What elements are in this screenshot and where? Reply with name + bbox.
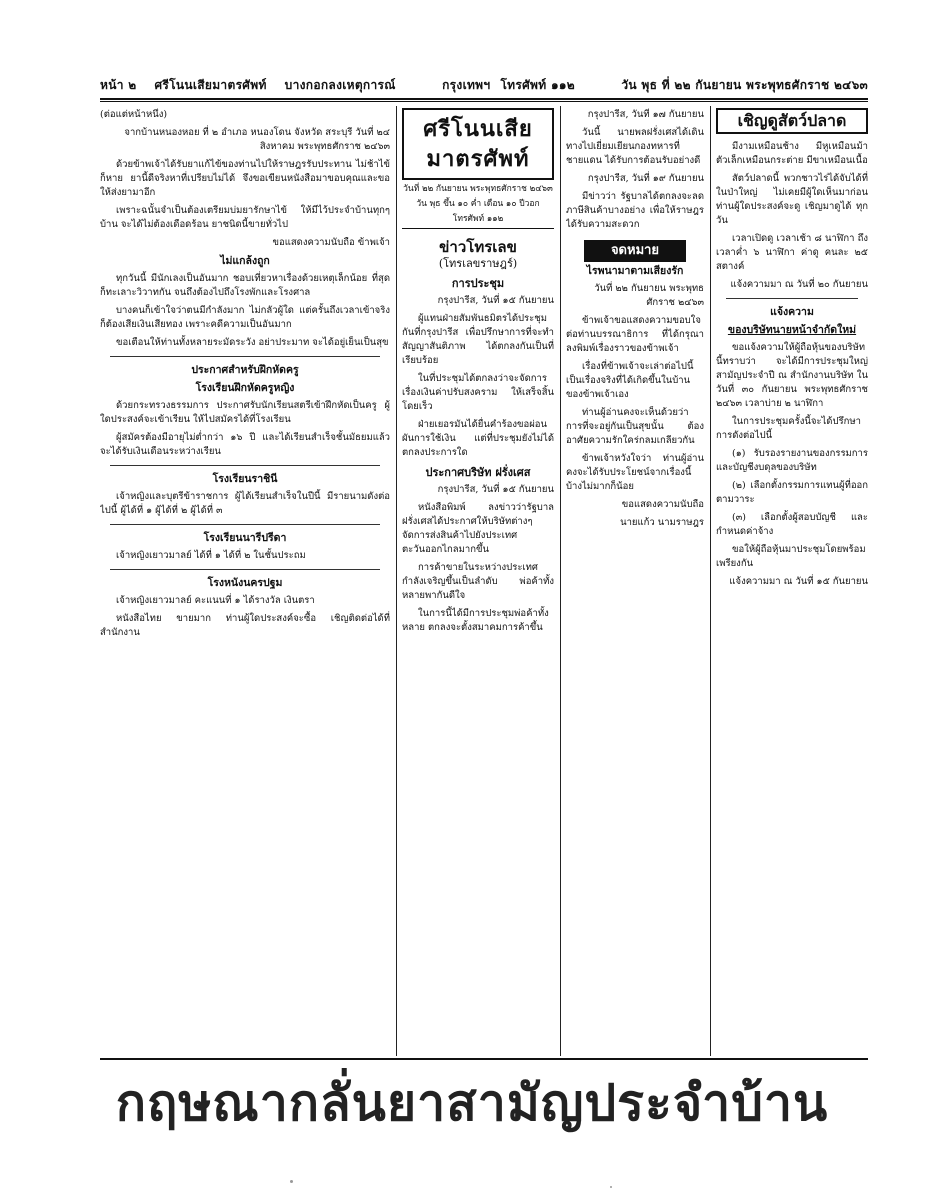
- ad-title: เชิญดูสัตว์ปลาด: [716, 108, 868, 134]
- scan-speck: [610, 1186, 612, 1188]
- paper-subtitle: บางกอกลงเหตุการณ์: [284, 77, 396, 92]
- column-divider-2: [560, 106, 561, 1056]
- letter-date: วันที่ ๒๒ กันยายน พระพุทธศักราช ๒๔๖๓: [594, 283, 704, 308]
- news-title: ข่าวโทรเลข: [439, 238, 517, 256]
- ad-para-1: มีงามเหมือนช้าง มีหูเหมือนม้า ตัวเล็กเหมือนกระต่าย มีขาเหมือนเนื้อ: [716, 141, 868, 166]
- column-1: [100, 108, 390, 1054]
- news1-para-2: ในที่ประชุมได้ตกลงว่าจะจัดการเรื่องเงินค่าปรับสงคราม ให้เสร็จสิ้นโดยเร็ว: [402, 373, 554, 412]
- ad-sign: แจ้งความมา ณ วันที่ ๒๐ กันยายน: [730, 279, 868, 290]
- notice-sign: แจ้งความมา ณ วันที่ ๑๕ กันยายน: [729, 576, 868, 587]
- masthead-rule: [402, 228, 554, 229]
- separator: [726, 298, 858, 299]
- col3-para-2: มีข่าวว่า รัฐบาลได้ตกลงจะลดภาษีสินค้าบางอย่าง เพื่อให้ราษฎรได้รับความสะดวก: [566, 191, 704, 230]
- column-3: [566, 108, 704, 1054]
- col3-para-1: วันนี้ นายพลฝรั่งเศสได้เดินทางไปเยี่ยมเยียนกองทหารที่ชายแดน ได้รับการต้อนรับอย่างดี: [566, 127, 704, 166]
- notice-item-3: (๓) เลือกตั้งผู้สอบบัญชี และกำหนดค่าจ้าง: [716, 512, 868, 537]
- sec1-para-3: ขอเตือนให้ท่านทั้งหลายระมัดระวัง อย่าประมาท จะได้อยู่เย็นเป็นสุข: [116, 337, 389, 348]
- ad-para-3: เวลาเปิดดู เวลาเช้า ๘ นาฬิกา ถึง เวลาค่ำ ๖ นาฬิกา ค่าดู คนละ ๒๕ สตางค์: [716, 233, 868, 272]
- section-title-2: ประกาศสำหรับฝึกหัดครู: [191, 364, 299, 376]
- news-section-2: ประกาศบริษัท ฝรั่งเศส: [425, 466, 531, 479]
- notice-para-1: ขอแจ้งความให้ผู้ถือหุ้นของบริษัทนี้ทราบว่า จะได้มีการประชุมใหญ่สามัญประจำปี ณ สำนักงานบริษัท ในวันที่ ๓๐ กันยายน พระพุทธศักราช ๒๔๖๓ เวลาบ่าย ๒ นาฬิกา: [716, 342, 868, 409]
- notice-para-3: ขอให้ผู้ถือหุ้นมาประชุมโดยพร้อมเพรียงกัน: [716, 544, 866, 569]
- letter-para-3: ท่านผู้อ่านคงจะเห็นด้วยว่า การที่จะอยู่กันเป็นสุขนั้น ต้องอาศัยความรักใคร่กลมเกลียวกัน: [566, 407, 704, 446]
- continued-note: (ต่อแต่หน้าหนึ่ง): [100, 109, 168, 120]
- header-date: วัน พุธ ที่ ๒๒ กันยายน พระพุทธศักราช ๒๔๖๓: [621, 77, 868, 92]
- scan-speck: [290, 1180, 293, 1183]
- sec3-para-1: เจ้าหญิงและบุตรีข้าราชการ ผู้ได้เรียนสำเร็จในปีนี้ มีรายนามดังต่อไปนี้ ผู้ได้ที่ ๑ ผู้ได้ที่ ๒ ผู้ได้ที่ ๓: [100, 491, 390, 516]
- masthead-phone: โทรศัพท์ ๑๑๒: [452, 214, 504, 224]
- col3-dateline-1: กรุงปารีส, วันที่ ๑๗ กันยายน: [587, 109, 704, 120]
- section-head-3: โรงเรียนราชินี: [212, 473, 278, 485]
- news-subtitle: (โทรเลขราษฎร์): [438, 257, 518, 270]
- header-rule: [100, 98, 868, 100]
- masthead: ศรีโนนเสียมาตรศัพท์: [402, 108, 554, 180]
- section-head-5: โรงหนังนครปฐม: [207, 577, 283, 589]
- letter-para-1: ข้าพเจ้าขอแสดงความขอบใจต่อท่านบรรณาธิการ ที่ได้กรุณาลงพิมพ์เรื่องราวของข้าพเจ้า: [566, 315, 704, 354]
- news1-dateline: กรุงปารีส, วันที่ ๑๕ กันยายน: [437, 295, 554, 306]
- column-4: [716, 108, 868, 1054]
- footer-advertisement: กฤษณากลั่นยาสามัญประจำบ้าน: [115, 1073, 829, 1132]
- sec1-para-2: บางคนก็เข้าใจว่าตนมีกำลังมาก ไม่กลัวผู้ใด แต่ครั้นถึงเวลาเข้าจริงก็ต้องเสียเงินเสียทอง เพราะคดีความเป็นอันมาก: [100, 305, 390, 330]
- letter-para-2: เรื่องที่ข้าพเจ้าจะเล่าต่อไปนี้ เป็นเรื่องจริงที่ได้เกิดขึ้นในบ้านของข้าพเจ้าเอง: [566, 361, 694, 400]
- section-head-4: โรงเรียนนารีปรีดา: [203, 532, 287, 544]
- news2-dateline: กรุงปารีส, วันที่ ๑๕ กันยายน: [437, 484, 554, 495]
- col1-para-2: เพราะฉนั้นจำเป็นต้องเตรียมบ่มยารักษาไข้ ให้มีไว้ประจำบ้านทุกๆ บ้าน จะได้ไม่ต้องเดือดร้อน ยาชนิดนี้ขายทั่วไป: [100, 205, 390, 230]
- page-header: [100, 74, 868, 96]
- separator: [110, 465, 380, 466]
- footer-rule: [100, 1058, 868, 1060]
- ad-para-2: สัตว์ปลาดนี้ พวกชาวไร่ได้จับได้ที่ในป่าใหญ่ ไม่เคยมีผู้ใดเห็นมาก่อน ท่านผู้ใดประสงค์จะดู เชิญมาดูได้ ทุกวัน: [716, 173, 868, 226]
- section-title-1: ไม่แกล้งถูก: [220, 255, 270, 267]
- news1-para-1: ผู้แทนฝ่ายสัมพันธมิตรได้ประชุมกันที่กรุงปารีส เพื่อปรึกษาการที่จะทำสัญญาสันติภาพ ได้ตกลงกันเป็นที่เรียบร้อย: [402, 313, 554, 366]
- notice-item-1: (๑) รับรองรายงานของกรรมการ และบัญชีงบดุลของบริษัท: [716, 448, 868, 473]
- header-place: กรุงเทพฯ: [442, 77, 491, 92]
- sec2-para-2: ผู้สมัครต้องมีอายุไม่ต่ำกว่า ๑๖ ปี และได้เรียนสำเร็จชั้นมัธยมแล้ว จะได้รับเงินเดือนระหว่างเรียน: [100, 432, 390, 457]
- sec5-para-2: หนังสือไทย ขายมาก ท่านผู้ใดประสงค์จะซื้อ เชิญติดต่อได้ที่สำนักงาน: [100, 613, 390, 638]
- col1-para-1: ด้วยข้าพเจ้าได้รับยาแก้ไข้ของท่านไปให้ราษฎรรับประทาน ไม่ช้าไข้ก็หาย ยานี้ดีจริงหาที่เปรียบไม่ได้ จึงขอเขียนหนังสือมาขอบคุณและขอให้ส่งยามาอีก: [100, 159, 390, 198]
- letter-intro: จากบ้านหนองหอย ที่ ๒ อำเภอ หนองโดน จังหวัด สระบุรี วันที่ ๒๔ สิงหาคม พระพุทธศักราช ๒๔๖๓: [124, 127, 390, 152]
- sec2-para-1: ด้วยกระทรวงธรรมการ ประกาศรับนักเรียนสตรีเข้าฝึกหัดเป็นครู ผู้ใดประสงค์จะเข้าเรียน ให้ไปสมัครได้ที่โรงเรียน: [100, 400, 390, 425]
- section-head-2: โรงเรียนฝึกหัดครูหญิง: [195, 382, 295, 394]
- news2-para-1: หนังสือพิมพ์ ลงข่าวว่ารัฐบาลฝรั่งเศสได้ประกาศให้บริษัทต่างๆ จัดการส่งสินค้าไปยังประเทศตะวันออกไกลมากขึ้น: [402, 502, 554, 555]
- page-number: หน้า ๒: [100, 77, 137, 92]
- separator: [110, 569, 380, 570]
- notice-para-2: ในการประชุมครั้งนี้จะได้ปรึกษาการดังต่อไปนี้: [716, 416, 861, 441]
- column-divider-1: [396, 106, 397, 1056]
- letter-subtitle: ไรพนามาตามเสียงรัก: [586, 265, 684, 277]
- header-phone: โทรศัพท์ ๑๑๒: [500, 77, 575, 92]
- notice-subtitle: ของบริษัทนายหน้าจำกัดใหม่: [727, 324, 857, 336]
- news1-para-3: ฝ่ายเยอรมันได้ยื่นคำร้องขอผ่อนผันการใช้เงิน แต่ที่ประชุมยังไม่ได้ตกลงประการใด: [402, 419, 554, 458]
- masthead-date: วันที่ ๒๒ กันยายน พระพุทธศักราช ๒๔๖๓: [403, 184, 553, 194]
- letter-closing: ขอแสดงความนับถือ: [621, 499, 704, 510]
- notice-title: แจ้งความ: [770, 306, 814, 318]
- sec4-para-1: เจ้าหญิงเยาวมาลย์ ได้ที่ ๑ ได้ที่ ๒ ในชั้นประถม: [116, 550, 306, 561]
- header-rule-thin: [100, 101, 868, 102]
- letter-para-4: ข้าพเจ้าหวังใจว่า ท่านผู้อ่านคงจะได้รับประโยชน์จากเรื่องนี้บ้างไม่มากก็น้อย: [566, 453, 704, 492]
- separator: [110, 524, 380, 525]
- col1-sign: ขอแสดงความนับถือ ข้าพเจ้า: [272, 237, 390, 248]
- letter-section-title: จดหมาย: [584, 240, 686, 262]
- col3-dateline-2: กรุงปารีส, วันที่ ๑๙ กันยายน: [587, 173, 704, 184]
- news2-para-2: การค้าขายในระหว่างประเทศกำลังเจริญขึ้นเป็นลำดับ พ่อค้าทั้งหลายพากันดีใจ: [402, 562, 554, 601]
- news2-para-3: ในการนี้ได้มีการประชุมพ่อค้าทั้งหลาย ตกลงจะตั้งสมาคมการค้าขึ้น: [402, 608, 549, 633]
- sec1-para-1: ทุกวันนี้ มีนักเลงเป็นอันมาก ชอบเที่ยวหาเรื่องด้วยเหตุเล็กน้อย ที่สุดก็ทะเลาะวิวาทกัน จนถึงต้องไปถึงโรงพักและโรงศาล: [100, 273, 390, 298]
- column-2: [402, 108, 554, 1054]
- notice-item-2: (๒) เลือกตั้งกรรมการแทนผู้ที่ออกตามวาระ: [716, 480, 868, 505]
- column-divider-3: [710, 106, 711, 1056]
- sec5-para-1: เจ้าหญิงเยาวมาลย์ คะแนนที่ ๑ ได้รางวัล เงินตรา: [116, 595, 315, 606]
- letter-signature: นายแก้ว นามราษฎร: [620, 517, 704, 528]
- masthead-lunar-date: วัน พุธ ขึ้น ๑๐ ค่ำ เดือน ๑๐ ปีวอก: [416, 199, 540, 209]
- news-section-1: การประชุม: [451, 277, 505, 290]
- separator: [110, 356, 380, 357]
- paper-name: ศรีโนนเสียมาตรศัพท์: [154, 77, 267, 92]
